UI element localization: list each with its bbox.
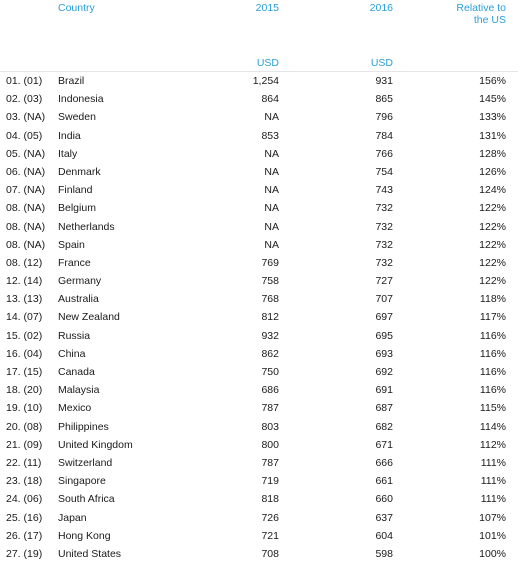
rank-cell: 27. (19) (6, 547, 43, 560)
table-row (0, 454, 518, 472)
value-2016-cell: 660 (375, 493, 393, 506)
country-cell: Belgium (58, 202, 96, 215)
value-2016-cell: 671 (375, 438, 393, 451)
relative-cell: 116% (479, 384, 506, 397)
rank-cell: 21. (09) (6, 438, 43, 451)
rank-cell: 23. (18) (6, 475, 43, 488)
value-2015-cell: NA (264, 238, 279, 251)
value-2015-cell: 769 (261, 256, 279, 269)
relative-cell: 128% (479, 147, 506, 160)
value-2015-cell: 862 (261, 347, 279, 360)
column-header-2015: 2015 (255, 2, 279, 14)
value-2016-cell: 732 (375, 256, 393, 269)
rank-cell: 03. (NA) (6, 111, 46, 124)
value-2016-cell: 692 (375, 366, 393, 378)
table-row (0, 527, 518, 545)
table-row (0, 108, 518, 126)
value-2015-cell: 726 (261, 511, 279, 524)
column-header-country: Country (58, 2, 95, 14)
value-2015-cell: 818 (261, 493, 279, 506)
rank-cell: 01. (01) (6, 75, 43, 87)
rank-cell: 25. (16) (6, 511, 43, 524)
rank-cell: 05. (NA) (6, 147, 46, 160)
country-cell: Brazil (58, 75, 85, 87)
table-row (0, 345, 518, 363)
value-2015-cell: 719 (261, 475, 279, 488)
relative-cell: 122% (479, 275, 506, 288)
relative-cell: 122% (479, 238, 506, 251)
column-header-relative (426, 2, 506, 26)
value-2015-cell: 787 (261, 456, 279, 469)
value-2015-cell: NA (264, 202, 279, 215)
rank-cell: 08. (NA) (6, 238, 46, 251)
table-row (0, 72, 518, 90)
relative-cell: 126% (479, 165, 506, 178)
value-2016-cell: 732 (375, 220, 393, 233)
rank-cell: 17. (15) (6, 366, 43, 378)
value-2016-cell: 661 (375, 475, 393, 488)
table-row (0, 290, 518, 308)
table-row (0, 418, 518, 436)
country-cell: Philippines (58, 420, 109, 433)
table-row (0, 90, 518, 108)
value-2015-cell: 800 (261, 438, 279, 451)
value-2015-cell: 721 (261, 529, 279, 542)
value-2016-cell: 693 (375, 347, 393, 360)
value-2016-cell: 598 (375, 547, 393, 560)
value-2016-cell: 695 (375, 329, 393, 342)
table-row (0, 308, 518, 326)
value-2015-cell: 750 (261, 366, 279, 378)
value-2015-cell: 812 (261, 311, 279, 324)
country-cell: United States (58, 547, 122, 560)
table-row (0, 381, 518, 399)
value-2016-cell: 707 (375, 293, 393, 306)
value-2016-cell: 697 (375, 311, 393, 324)
value-2015-cell: 1,254 (252, 75, 279, 87)
rank-cell: 26. (17) (6, 529, 43, 542)
country-cell: Italy (58, 147, 78, 160)
value-2015-cell: NA (264, 165, 279, 178)
relative-cell: 101% (479, 529, 506, 542)
table-row (0, 327, 518, 345)
table-row (0, 545, 518, 563)
table-row (0, 472, 518, 490)
value-2015-cell: NA (264, 147, 279, 160)
rank-cell: 14. (07) (6, 311, 43, 324)
rank-cell: 08. (NA) (6, 202, 46, 215)
rank-cell: 06. (NA) (6, 165, 46, 178)
value-2016-cell: 682 (375, 420, 393, 433)
rank-cell: 04. (05) (6, 129, 43, 142)
relative-cell: 107% (479, 511, 506, 524)
value-2016-cell: 732 (375, 202, 393, 215)
value-2015-cell: 708 (261, 547, 279, 560)
relative-cell: 122% (479, 220, 506, 233)
country-cell: China (58, 347, 86, 360)
rank-cell: 16. (04) (6, 347, 43, 360)
value-2016-cell: 687 (375, 402, 393, 415)
country-cell: Singapore (58, 475, 106, 488)
value-2016-cell: 732 (375, 238, 393, 251)
relative-cell: 111% (480, 475, 506, 488)
table-row (0, 254, 518, 272)
country-cell: Spain (58, 238, 85, 251)
relative-cell: 116% (479, 366, 506, 378)
relative-cell: 117% (479, 311, 506, 324)
relative-cell: 156% (479, 75, 506, 87)
rank-cell: 08. (NA) (6, 220, 46, 233)
country-cell: India (58, 129, 81, 142)
value-2015-cell: NA (264, 111, 279, 124)
relative-cell: 131% (479, 129, 506, 142)
value-2016-cell: 754 (375, 165, 393, 178)
country-cell: South Africa (58, 493, 115, 506)
country-cell: Switzerland (58, 456, 113, 469)
value-2015-cell: 768 (261, 293, 279, 306)
country-cell: Hong Kong (58, 529, 111, 542)
country-cell: Malaysia (58, 384, 100, 397)
rank-cell: 15. (02) (6, 329, 43, 342)
rank-cell: 13. (13) (6, 293, 43, 306)
rank-cell: 12. (14) (6, 275, 43, 288)
value-2016-cell: 931 (375, 75, 393, 87)
country-cell: Australia (58, 293, 99, 306)
country-cell: United Kingdom (58, 438, 133, 451)
value-2015-cell: 864 (261, 93, 279, 106)
table-row (0, 399, 518, 417)
value-2016-cell: 604 (375, 529, 393, 542)
relative-cell: 122% (479, 202, 506, 215)
value-2015-cell: NA (264, 220, 279, 233)
rank-cell: 22. (11) (6, 456, 42, 469)
unit-label-2015: USD (256, 57, 279, 69)
table-row (0, 436, 518, 454)
table-row (0, 363, 518, 381)
country-cell: Germany (58, 275, 102, 288)
rank-cell: 20. (08) (6, 420, 43, 433)
rank-cell: 18. (20) (6, 384, 43, 397)
country-cell: Russia (58, 329, 91, 342)
country-cell: Netherlands (58, 220, 115, 233)
column-header-2016: 2016 (369, 2, 393, 14)
value-2015-cell: 758 (261, 275, 279, 288)
country-cell: Denmark (58, 165, 101, 178)
table-row (0, 181, 518, 199)
country-cell: Canada (58, 366, 95, 378)
table-row (0, 145, 518, 163)
table-row (0, 490, 518, 508)
relative-cell: 145% (479, 93, 506, 106)
country-cell: New Zealand (58, 311, 120, 324)
relative-cell: 115% (479, 402, 506, 415)
value-2016-cell: 784 (375, 129, 393, 142)
country-cell: Finland (58, 184, 93, 197)
table-body (0, 72, 518, 563)
relative-cell: 100% (479, 547, 506, 560)
rank-cell: 19. (10) (6, 402, 43, 415)
relative-cell: 111% (480, 456, 506, 469)
value-2015-cell: 853 (261, 129, 279, 142)
country-cell: Sweden (58, 111, 96, 124)
country-cell: France (58, 256, 91, 269)
value-2015-cell: NA (264, 184, 279, 197)
table-row (0, 199, 518, 217)
rank-cell: 24. (06) (6, 493, 43, 506)
table-row (0, 163, 518, 181)
value-2016-cell: 666 (375, 456, 393, 469)
rank-cell: 02. (03) (6, 93, 43, 106)
column-header-relative-line1: Relative to (456, 2, 506, 14)
value-2016-cell: 691 (375, 384, 393, 397)
table-row (0, 127, 518, 145)
rank-cell: 07. (NA) (6, 184, 46, 197)
value-2016-cell: 865 (375, 93, 393, 106)
value-2016-cell: 796 (375, 111, 393, 124)
value-2016-cell: 766 (375, 147, 393, 160)
relative-cell: 122% (479, 256, 506, 269)
value-2015-cell: 932 (261, 329, 279, 342)
table-row (0, 509, 518, 527)
relative-cell: 114% (479, 420, 506, 433)
value-2015-cell: 686 (261, 384, 279, 397)
country-cell: Indonesia (58, 93, 104, 106)
country-cell: Japan (58, 511, 87, 524)
relative-cell: 118% (479, 293, 506, 306)
value-2015-cell: 787 (261, 402, 279, 415)
relative-cell: 112% (479, 438, 506, 451)
relative-cell: 116% (479, 329, 506, 342)
value-2016-cell: 743 (375, 184, 393, 197)
table-row (0, 236, 518, 254)
relative-cell: 133% (479, 111, 506, 124)
column-header-relative-line2: the US (473, 14, 506, 26)
relative-cell: 116% (479, 347, 506, 360)
relative-cell: 124% (479, 184, 506, 197)
value-2015-cell: 803 (261, 420, 279, 433)
rank-cell: 08. (12) (6, 256, 43, 269)
country-cell: Mexico (58, 402, 92, 415)
value-2016-cell: 637 (375, 511, 393, 524)
relative-cell: 111% (480, 493, 506, 506)
unit-label-2016: USD (370, 57, 393, 69)
value-2016-cell: 727 (375, 275, 393, 288)
table-row (0, 272, 518, 290)
table-row (0, 218, 518, 236)
